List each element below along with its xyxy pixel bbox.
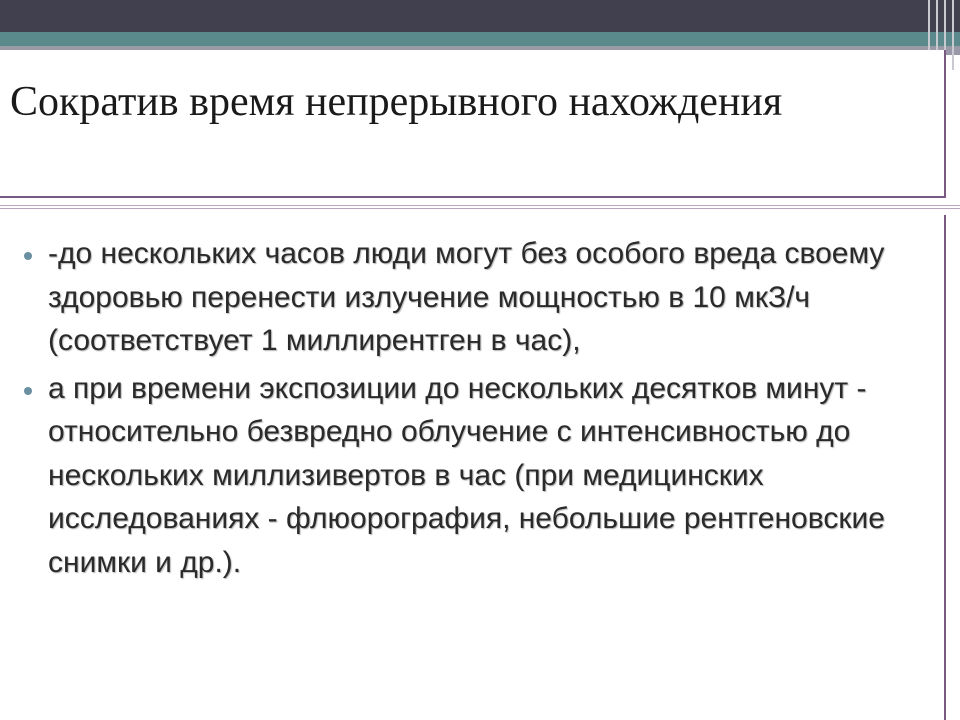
list-item [18,367,928,585]
bullet-text: а при времени экспозиции до нескольких десятков минут - относительно безвредно облучение с интенсивностью до нескольких миллизивертов в час (при медицинских исследованиях - флюорография, небольшие рентгеновские снимки и др.). [48,371,885,579]
decorative-line [952,0,954,70]
bullet-icon [24,387,32,395]
list-item [18,232,928,363]
bullet-list [18,232,928,588]
slide-title: Сократив время непрерывного нахождения [10,79,783,125]
bullet-icon [24,252,32,260]
bullet-text: -до нескольких часов люди могут без особого вреда своему здоровью перенести излучение мощностью в 10 мкЗ/ч (соответствует 1 миллирентген в час), [48,237,885,357]
divider [0,208,960,209]
divider [0,205,960,206]
header-band [0,0,960,32]
header-teal-stripe [0,32,960,46]
